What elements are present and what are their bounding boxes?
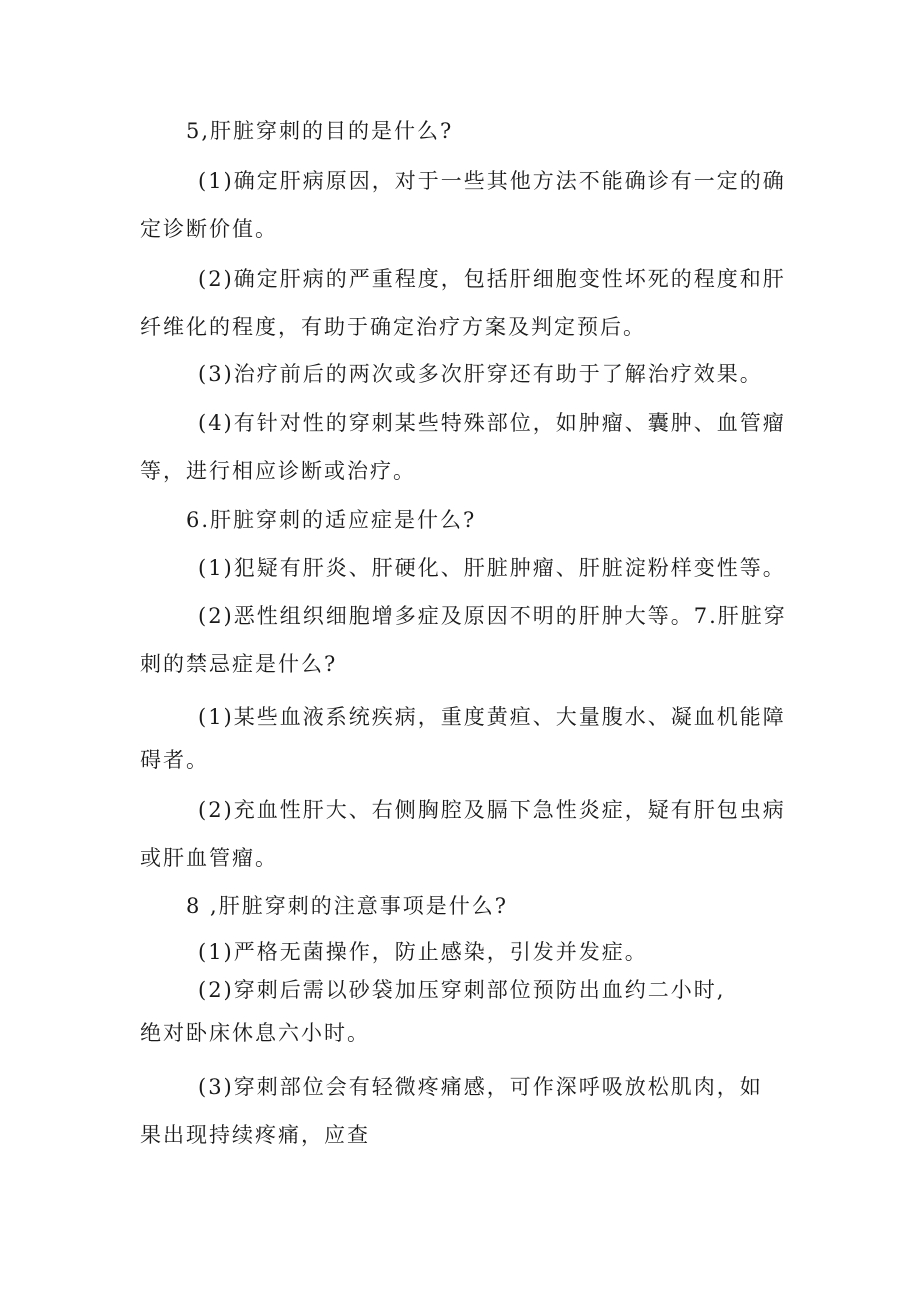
- paragraph-line: 绝对卧床休息六小时。: [140, 1021, 370, 1045]
- paragraph-line: (1)确定肝病原因，对于一些其他方法不能确诊有一定的确: [198, 169, 786, 193]
- paragraph-line: 或肝血管瘤。: [140, 846, 278, 870]
- heading-q6: 6.肝脏穿刺的适应症是什么?: [186, 508, 477, 532]
- paragraph-line: (2)恶性组织细胞增多症及原因不明的肝肿大等。7.肝脏穿: [198, 604, 787, 628]
- paragraph-line: (2)充血性肝大、右侧胸腔及膈下急性炎症，疑有肝包虫病: [198, 798, 786, 822]
- paragraph-line: 果出现持续疼痛，应查: [140, 1123, 370, 1147]
- paragraph-line: (2)确定肝病的严重程度，包括肝细胞变性坏死的程度和肝: [198, 267, 786, 291]
- paragraph-line: 纤维化的程度，有助于确定治疗方案及判定预后。: [140, 315, 646, 339]
- paragraph-line: (3)穿刺部位会有轻微疼痛感，可作深呼吸放松肌肉，如: [198, 1075, 763, 1099]
- heading-q5: 5,肝脏穿刺的目的是什么?: [186, 119, 454, 143]
- paragraph-line: (1)严格无菌操作，防止感染，引发并发症。: [198, 940, 648, 964]
- paragraph-line: (2)穿刺后需以砂袋加压穿刺部位预防出血约二小时,: [198, 978, 726, 1002]
- paragraph-line: (4)有针对性的穿刺某些特殊部位，如肿瘤、囊肿、血管瘤: [198, 411, 786, 435]
- paragraph-line: 等，进行相应诊断或治疗。: [140, 459, 416, 483]
- paragraph-line: 刺的禁忌症是什么?: [140, 652, 338, 676]
- paragraph-line: (1)某些血液系统疾病，重度黄疸、大量腹水、凝血机能障: [198, 705, 786, 729]
- paragraph-line: (3)治疗前后的两次或多次肝穿还有助于了解治疗效果。: [198, 362, 763, 386]
- paragraph-line: 碍者。: [140, 748, 209, 772]
- heading-q8: 8 ,肝脏穿刺的注意事项是什么?: [186, 894, 508, 918]
- paragraph-line: (1)犯疑有肝炎、肝硬化、肝脏肿瘤、肝脏淀粉样变性等。: [198, 556, 786, 580]
- paragraph-line: 定诊断价值。: [140, 217, 278, 241]
